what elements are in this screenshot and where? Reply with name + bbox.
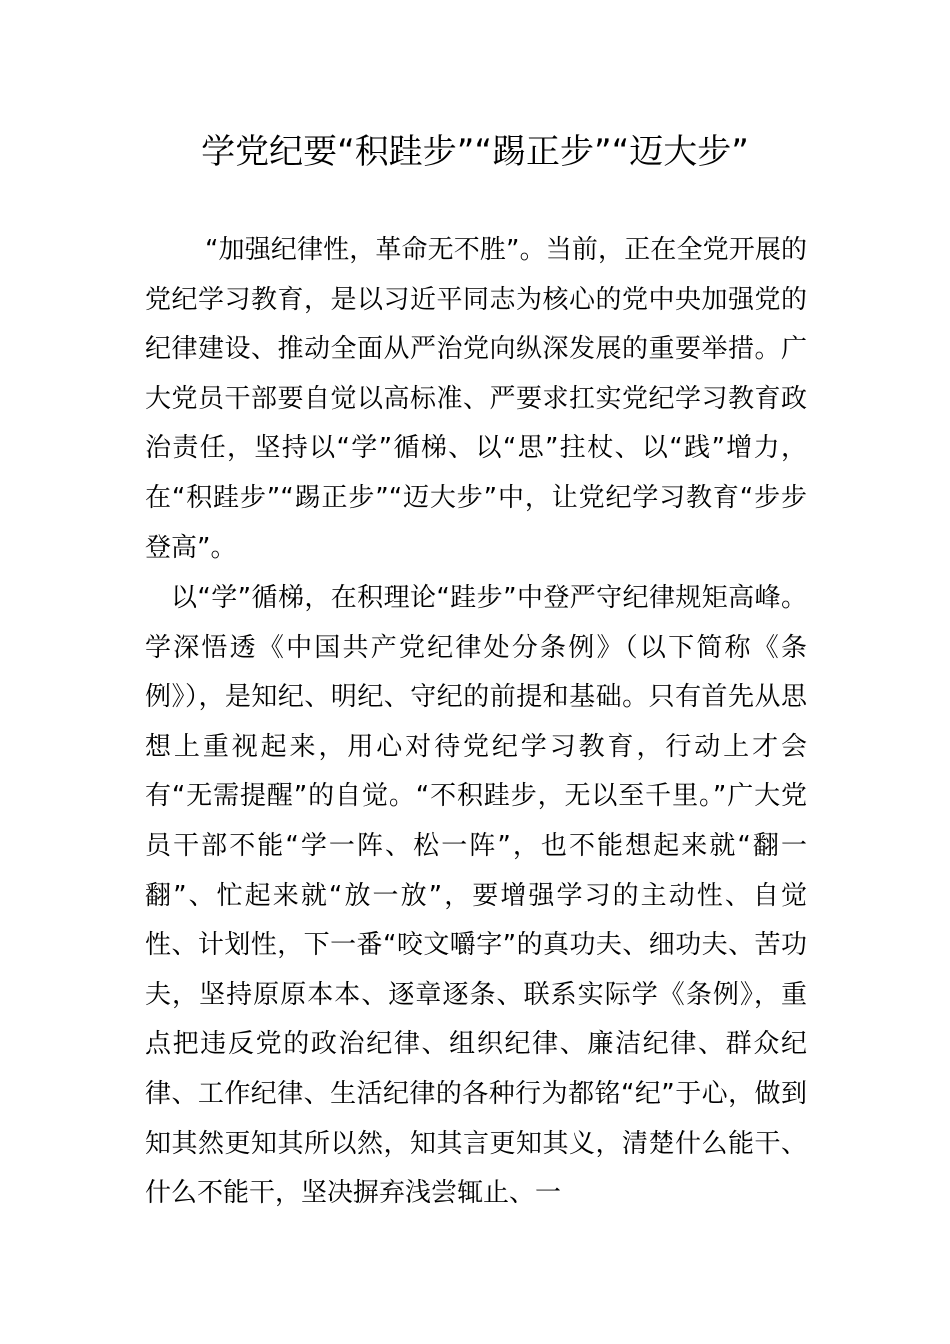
- paragraph-study: 以“学”循梯，在积理论“跬步”中登严守纪律规矩高峰。学深悟透《中国共产党纪律处分条例》（以下简称《条例》），是知纪、明纪、守纪的前提和基础。只有首先从思想上重视起来，用心对待党纪学习教育，行动上才会有“无需提醒”的自觉。“不积跬步，无以至千里。”广大党员干部不能“学一阵、松一阵”，也不能想起来就“翻一翻”、忙起来就“放一放”，要增强学习的主动性、自觉性、计划性，下一番“咬文嚼字”的真功夫、细功夫、苦功夫，坚持原原本本、逐章逐条、联系实际学《条例》，重点把违反党的政治纪律、组织纪律、廉洁纪律、群众纪律、工作纪律、生活纪律的各种行为都铭“纪”于心，做到知其然更知其所以然，知其言更知其义，清楚什么能干、什么不能干，坚决摒弃浅尝辄止、一: [145, 583, 807, 1209]
- paragraph-intro: “加强纪律性，革命无不胜”。当前，正在全党开展的党纪学习教育，是以习近平同志为核心的党中央加强党的纪律建设、推动全面从严治党向纵深发展的重要举措。广大党员干部要自觉以高标准、严要求扛实党纪学习教育政治责任，坚持以“学”循梯、以“思”拄杖、以“践”增力，在“积跬步”“踢正步”“迈大步”中，让党纪学习教育“步步登高”。: [145, 235, 807, 563]
- document-title: 学党纪要“积跬步”“踢正步”“迈大步”: [201, 132, 749, 172]
